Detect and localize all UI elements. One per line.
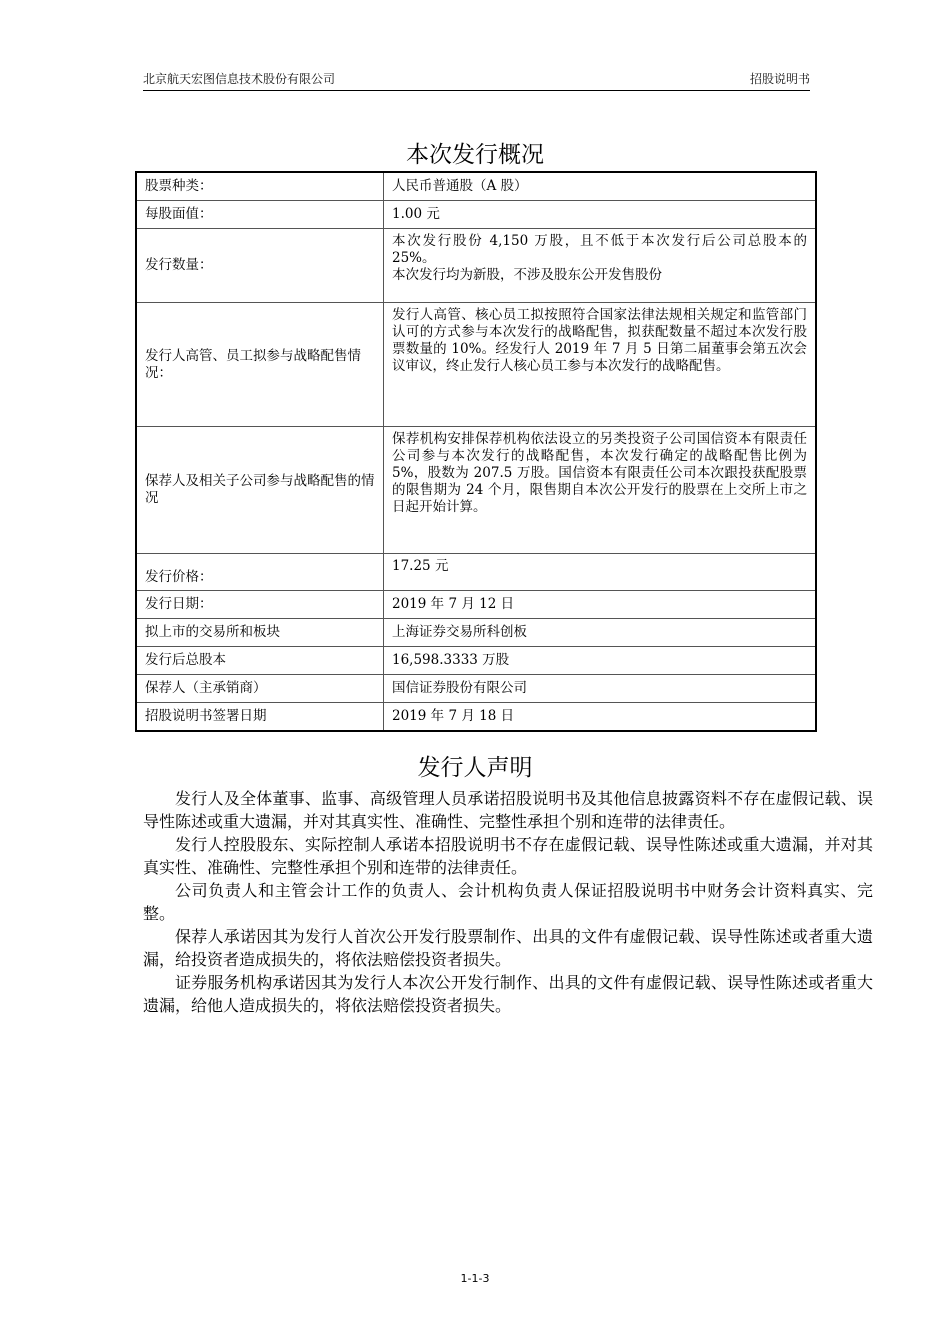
overview-title: 本次发行概况 bbox=[406, 142, 544, 168]
row-value: 发行人高管、核心员工拟按照符合国家法律法规相关规定和监管部门认可的方式参与本次发行的战略配售，拟获配数量不超过本次发行股票数量的 10%。经发行人 2019 年 7 月 5 日第二届董事会第五次会议审议，终止发行人核心员工参与本次发行的战略配售。 bbox=[384, 303, 817, 427]
offering-overview-table bbox=[135, 171, 817, 732]
row-value: 1.00 元 bbox=[384, 201, 817, 229]
row-label: 发行人高管、员工拟参与战略配售情况： bbox=[136, 303, 384, 427]
table-row bbox=[136, 303, 816, 427]
table-row bbox=[136, 619, 816, 647]
row-value: 人民币普通股（A 股） bbox=[384, 172, 817, 201]
table-row bbox=[136, 172, 816, 201]
declaration-paragraph: 发行人控股股东、实际控制人承诺本招股说明书不存在虚假记载、误导性陈述或重大遗漏，并对其真实性、准确性、完整性承担个别和连带的法律责任。 bbox=[143, 835, 873, 877]
table-row bbox=[136, 554, 816, 591]
row-value: 16,598.3333 万股 bbox=[384, 647, 817, 675]
row-label: 每股面值： bbox=[136, 201, 384, 229]
table-row bbox=[136, 201, 816, 229]
row-value: 2019 年 7 月 12 日 bbox=[384, 591, 817, 619]
table-row bbox=[136, 703, 816, 732]
row-value: 上海证券交易所科创板 bbox=[384, 619, 817, 647]
row-value: 国信证券股份有限公司 bbox=[384, 675, 817, 703]
row-value bbox=[384, 229, 817, 303]
value-line: 本次发行股份 4,150 万股，且不低于本次发行后公司总股本的 25%。 bbox=[392, 233, 807, 266]
row-label: 发行数量： bbox=[136, 229, 384, 303]
row-label: 发行价格： bbox=[136, 554, 384, 591]
declaration-paragraph: 发行人及全体董事、监事、高级管理人员承诺招股说明书及其他信息披露资料不存在虚假记载、误导性陈述或重大遗漏，并对其真实性、准确性、完整性承担个别和连带的法律责任。 bbox=[143, 789, 873, 831]
table-row bbox=[136, 229, 816, 303]
declaration-paragraph: 证券服务机构承诺因其为发行人本次公开发行制作、出具的文件有虚假记载、误导性陈述或者重大遗漏，给他人造成损失的，将依法赔偿投资者损失。 bbox=[143, 973, 873, 1015]
document-type: 招股说明书 bbox=[749, 72, 810, 86]
row-label: 股票种类： bbox=[136, 172, 384, 201]
value-line: 本次发行均为新股，不涉及股东公开发售股份 bbox=[392, 267, 662, 283]
declaration-title: 发行人声明 bbox=[417, 755, 533, 781]
company-name: 北京航天宏图信息技术股份有限公司 bbox=[143, 72, 336, 86]
table-row bbox=[136, 591, 816, 619]
table-row bbox=[136, 675, 816, 703]
row-label: 保荐人及相关子公司参与战略配售的情况 bbox=[136, 427, 384, 554]
table-row bbox=[136, 427, 816, 554]
declaration-paragraph: 公司负责人和主管会计工作的负责人、会计机构负责人保证招股说明书中财务会计资料真实、完整。 bbox=[143, 881, 873, 923]
row-label: 发行日期： bbox=[136, 591, 384, 619]
row-value: 17.25 元 bbox=[384, 554, 817, 591]
page-header bbox=[143, 70, 810, 91]
row-label: 招股说明书签署日期 bbox=[136, 703, 384, 732]
row-value: 2019 年 7 月 18 日 bbox=[384, 703, 817, 732]
declaration-body bbox=[143, 787, 873, 1017]
declaration-paragraph: 保荐人承诺因其为发行人首次公开发行股票制作、出具的文件有虚假记载、误导性陈述或者重大遗漏，给投资者造成损失的，将依法赔偿投资者损失。 bbox=[143, 927, 873, 969]
page-number: 1-1-3 bbox=[460, 1272, 490, 1285]
row-value: 保荐机构安排保荐机构依法设立的另类投资子公司国信资本有限责任公司参与本次发行的战略配售，本次发行确定的战略配售比例为 5%，股数为 207.5 万股。国信资本有限责任公司本次跟投获配股票的限售期为 24 个月，限售期自本次公开发行的股票在上交所上市之日起开始计算。 bbox=[384, 427, 817, 554]
row-label: 发行后总股本 bbox=[136, 647, 384, 675]
row-label: 拟上市的交易所和板块 bbox=[136, 619, 384, 647]
table-row bbox=[136, 647, 816, 675]
row-label: 保荐人（主承销商） bbox=[136, 675, 384, 703]
